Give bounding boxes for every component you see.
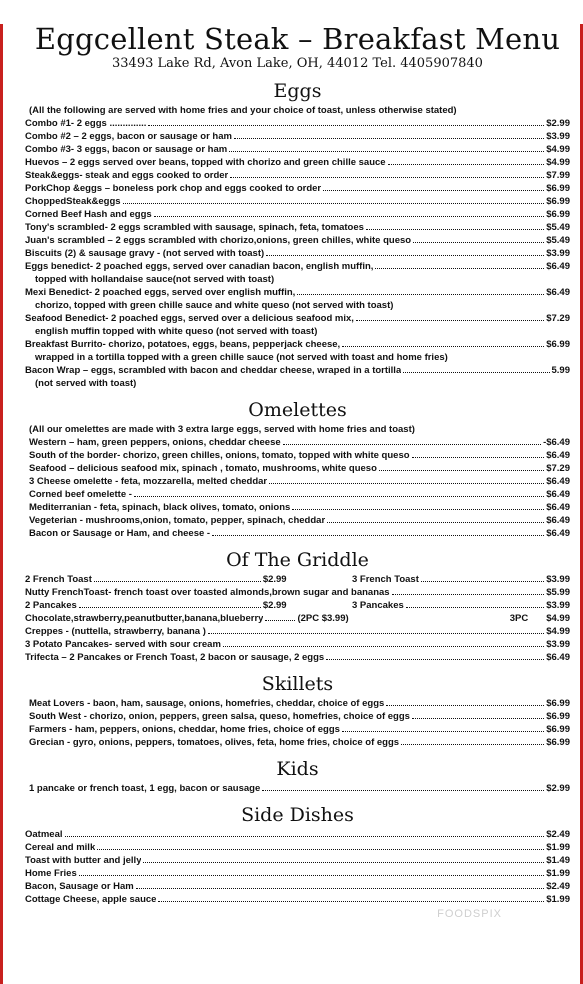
item-price: $6.49	[546, 261, 570, 272]
sides-list	[25, 828, 570, 906]
item-name: Corned beef omelette -	[29, 489, 132, 500]
menu-item	[25, 156, 570, 169]
item-price: $1.99	[546, 842, 570, 853]
section-title-eggs: Eggs	[273, 80, 322, 102]
menu-item	[25, 841, 570, 854]
menu-item	[25, 586, 570, 599]
menu-item	[29, 697, 570, 710]
leader-dots	[342, 731, 544, 732]
item-name: Trifecta – 2 Pancakes or French Toast, 2 bacon or sausage, 2 eggs	[25, 652, 325, 663]
leader-dots	[269, 483, 544, 484]
menu-item	[25, 234, 570, 247]
leader-dots	[262, 790, 544, 791]
leader-dots	[143, 862, 544, 863]
item-name: Steak&eggs- steak and eggs cooked to order	[25, 170, 229, 181]
item-price: $6.49	[546, 652, 570, 663]
leader-dots	[154, 216, 545, 217]
menu-item	[29, 514, 570, 527]
item-name: Grecian - gyro, onions, peppers, tomatoes, olives, feta, home fries, choice of eggs	[29, 737, 400, 748]
menu-item	[25, 312, 570, 325]
item-label-3pc: 3PC	[509, 613, 529, 624]
menu-item	[25, 880, 570, 893]
item-price: $2.99	[262, 574, 287, 585]
item-name: Bacon, Sausage or Ham	[25, 881, 134, 892]
item-name: Creppes - (nuttella, strawberry, banana )	[25, 626, 206, 637]
item-name: Meat Lovers - baon, ham, sausage, onions, homefries, cheddar, choice of eggs	[29, 698, 385, 709]
item-name: 3 Cheese omelette - feta, mozzarella, melted cheddar	[29, 476, 268, 487]
item-name: 1 pancake or french toast, 1 egg, bacon or sausage	[29, 783, 261, 794]
item-price: $5.49	[546, 222, 570, 233]
menu-item	[29, 488, 570, 501]
item-price: $5.49	[546, 235, 570, 246]
menu-item	[25, 143, 570, 156]
leader-dots	[229, 151, 544, 152]
item-name: 3 Potato Pancakes- served with sour cream	[25, 639, 221, 650]
item-name: Nutty FrenchToast- french toast over toasted almonds,brown sugar and bananas	[25, 587, 390, 598]
leader-dots	[388, 164, 545, 165]
item-price-2pc: (2PC $3.99)	[297, 613, 349, 624]
menu-item-pair	[25, 599, 570, 612]
leader-dots	[212, 535, 544, 536]
menu-item	[25, 338, 570, 351]
leader-dots	[97, 849, 544, 850]
menu-item	[25, 182, 570, 195]
item-price: $5.99	[546, 587, 570, 598]
omelettes-note: (All our omelettes are made with 3 extra large eggs, served with home fries and toast)	[29, 424, 415, 435]
item-name: South West - chorizo, onion, peppers, green salsa, queso, homefries, choice of eggs	[29, 711, 410, 722]
menu-item	[29, 782, 570, 795]
item-price: $6.49	[546, 528, 570, 539]
item-price: $2.99	[262, 600, 287, 611]
restaurant-address: 33493 Lake Rd, Avon Lake, OH, 44012 Tel. 4405907840	[112, 56, 483, 71]
item-description: english muffin topped with white queso (not served with toast)	[35, 326, 318, 337]
leader-dots	[208, 633, 544, 634]
item-price: $6.99	[546, 711, 570, 722]
item-name: Bacon Wrap – eggs, scrambled with bacon and cheddar cheese, wraped in a tortilla	[25, 365, 402, 376]
leader-dots	[136, 888, 544, 889]
menu-item	[25, 208, 570, 221]
menu-item	[29, 501, 570, 514]
item-price: $3.99	[546, 248, 570, 259]
leader-dots	[392, 594, 545, 595]
leader-dots	[406, 607, 544, 608]
item-price: $2.99	[546, 118, 570, 129]
item-price: 5.99	[551, 365, 570, 376]
item-name: Western – ham, green peppers, onions, cheddar cheese	[29, 437, 281, 448]
menu-item	[352, 573, 570, 586]
griddle-list-b	[25, 625, 570, 664]
menu-item	[25, 867, 570, 880]
item-name: Huevos – 2 eggs served over beans, topped with chorizo and green chille sauce	[25, 157, 386, 168]
item-price: $2.49	[546, 881, 570, 892]
item-price: $3.99	[546, 131, 570, 142]
menu-item	[25, 117, 570, 130]
item-name: 2 French Toast	[25, 574, 92, 585]
menu-title: Eggcellent Steak – Breakfast Menu	[34, 22, 561, 56]
item-price: $1.99	[546, 868, 570, 879]
leader-dots	[65, 836, 545, 837]
item-price: $6.99	[546, 196, 570, 207]
item-price: $6.99	[546, 698, 570, 709]
item-name: Juan's scrambled – 2 eggs scrambled with chorizo,onions, green chilles, white queso	[25, 235, 412, 246]
item-name: Farmers - ham, peppers, onions, cheddar, home fries, choice of eggs	[29, 724, 340, 735]
menu-item	[29, 736, 570, 749]
item-name: Toast with butter and jelly	[25, 855, 142, 866]
item-price: $7.29	[546, 463, 570, 474]
leader-dots	[134, 496, 544, 497]
leader-dots	[283, 444, 541, 445]
item-price: $6.99	[546, 209, 570, 220]
leader-dots	[79, 875, 544, 876]
item-price: $3.99	[546, 600, 570, 611]
menu-item	[25, 364, 570, 377]
kids-list	[25, 782, 570, 795]
item-price: $7.99	[546, 170, 570, 181]
item-name: Biscuits (2) & sausage gravy - (not served with toast)	[25, 248, 265, 259]
item-name: PorkChop &eggs – boneless pork chop and eggs cooked to order	[25, 183, 322, 194]
item-name: Combo #3- 3 eggs, bacon or sausage or ham	[25, 144, 228, 155]
item-description: chorizo, topped with green chille sauce and white queso (not served with toast)	[35, 300, 394, 311]
section-title-sides: Side Dishes	[241, 804, 354, 826]
menu-item	[29, 436, 570, 449]
leader-dots	[123, 203, 545, 204]
skillets-list	[25, 697, 570, 749]
item-price: $4.99	[546, 613, 570, 624]
item-price: $6.49	[546, 502, 570, 513]
item-name: Eggs benedict- 2 poached eggs, served over canadian bacon, english muffin,	[25, 261, 374, 272]
item-name: ChoppedSteak&eggs	[25, 196, 121, 207]
item-description: wrapped in a tortilla topped with a green chille sauce (not served with toast and home fries)	[35, 352, 448, 363]
menu-item	[29, 723, 570, 736]
item-price: $2.99	[546, 783, 570, 794]
item-name: Bacon or Sausage or Ham, and cheese -	[29, 528, 211, 539]
leader-dots	[266, 255, 544, 256]
leader-dots	[375, 268, 544, 269]
item-name: Cereal and milk	[25, 842, 96, 853]
menu-item	[29, 710, 570, 723]
menu-item	[25, 573, 287, 586]
leader-dots	[230, 177, 544, 178]
leader-dots	[356, 320, 544, 321]
item-name: Vegeterian - mushrooms,onion, tomato, pepper, spinach, cheddar	[29, 515, 326, 526]
menu-item	[25, 638, 570, 651]
item-price: $6.99	[546, 724, 570, 735]
menu-item	[25, 828, 570, 841]
menu-page	[0, 24, 583, 984]
item-name: Corned Beef Hash and eggs	[25, 209, 152, 220]
leader-dots	[379, 470, 544, 471]
item-name: Combo #1- 2 eggs ..............	[25, 118, 147, 129]
leader-dots	[323, 190, 544, 191]
menu-item	[29, 462, 570, 475]
section-title-skillets: Skillets	[261, 673, 334, 695]
item-name: Oatmeal	[25, 829, 63, 840]
item-price: $6.99	[546, 737, 570, 748]
menu-item	[25, 221, 570, 234]
item-price: $1.49	[546, 855, 570, 866]
item-name: Breakfast Burrito- chorizo, potatoes, eggs, beans, pepperjack cheese,	[25, 339, 341, 350]
menu-item	[29, 527, 570, 540]
menu-item	[25, 195, 570, 208]
item-name: Tony's scrambled- 2 eggs scrambled with sausage, spinach, feta, tomatoes	[25, 222, 364, 233]
item-description: topped with hollandaise sauce(not served with toast)	[35, 274, 275, 285]
item-name: Home Fries	[25, 868, 77, 879]
menu-item	[25, 625, 570, 638]
item-name: Combo #2 – 2 eggs, bacon or sausage or ham	[25, 131, 232, 142]
leader-dots	[401, 744, 544, 745]
item-name: Seafood Benedict- 2 poached eggs, served over a delicious seafood mix,	[25, 313, 354, 324]
leader-dots	[79, 607, 261, 608]
leader-dots	[366, 229, 544, 230]
leader-dots	[158, 901, 544, 902]
menu-item	[29, 475, 570, 488]
menu-item	[25, 651, 570, 664]
leader-dots	[413, 242, 544, 243]
leader-dots	[412, 457, 545, 458]
leader-dots	[223, 646, 544, 647]
leader-dots	[234, 138, 544, 139]
menu-item	[25, 130, 570, 143]
item-price: $6.49	[546, 476, 570, 487]
leader-dots	[342, 346, 544, 347]
item-name: South of the border- chorizo, green chilles, onions, tomato, topped with white queso	[29, 450, 410, 461]
item-price: $6.99	[546, 339, 570, 350]
leader-dots	[326, 659, 544, 660]
menu-item	[25, 169, 570, 182]
leader-dots	[265, 620, 295, 621]
item-description: (not served with toast)	[35, 378, 137, 389]
menu-item	[25, 854, 570, 867]
item-price: $6.49	[546, 489, 570, 500]
leader-dots	[421, 581, 544, 582]
item-name: 3 French Toast	[352, 574, 419, 585]
item-price: $1.99	[546, 894, 570, 905]
item-name: Chocolate,strawberry,peanutbutter,banana,blueberry	[25, 613, 264, 624]
menu-item	[29, 449, 570, 462]
section-title-griddle: Of The Griddle	[226, 549, 369, 571]
section-title-omelettes: Omelettes	[248, 399, 347, 421]
item-price: $2.49	[546, 829, 570, 840]
eggs-note: (All the following are served with home fries and your choice of toast, unless otherwise stated)	[29, 105, 457, 116]
item-name: Seafood – delicious seafood mix, spinach , tomato, mushrooms, white queso	[29, 463, 377, 474]
item-price: $7.29	[546, 313, 570, 324]
leader-dots	[292, 509, 544, 510]
leader-dots	[327, 522, 544, 523]
leader-dots	[403, 372, 549, 373]
item-price: $6.49	[546, 450, 570, 461]
menu-item	[25, 599, 287, 612]
menu-item	[25, 286, 570, 299]
leader-dots	[386, 705, 544, 706]
item-price: $3.99	[546, 639, 570, 650]
leader-dots	[94, 581, 261, 582]
item-name: Mediterranian - feta, spinach, black olives, tomato, onions	[29, 502, 291, 513]
eggs-list	[25, 117, 570, 390]
section-title-kids: Kids	[276, 758, 319, 780]
menu-item	[25, 247, 570, 260]
item-price: $4.99	[546, 626, 570, 637]
leader-dots	[148, 125, 544, 126]
griddle-list	[25, 573, 570, 625]
menu-item	[25, 260, 570, 273]
item-name: Cottage Cheese, apple sauce	[25, 894, 157, 905]
item-price: $3.99	[546, 574, 570, 585]
watermark: FOODSPIX	[437, 908, 502, 920]
item-name: 2 Pancakes	[25, 600, 77, 611]
menu-item-pair	[25, 573, 570, 586]
item-name: Mexi Benedict- 2 poached eggs, served over english muffin,	[25, 287, 296, 298]
item-price: $6.49	[546, 515, 570, 526]
item-price: $4.99	[546, 144, 570, 155]
leader-dots	[297, 294, 544, 295]
item-price: -$6.49	[543, 437, 570, 448]
leader-dots	[412, 718, 544, 719]
menu-item	[25, 893, 570, 906]
item-price: $6.49	[546, 287, 570, 298]
item-price: $6.99	[546, 183, 570, 194]
item-price: $4.99	[546, 157, 570, 168]
menu-item	[352, 599, 570, 612]
menu-item	[25, 612, 570, 625]
item-name: 3 Pancakes	[352, 600, 404, 611]
omelettes-list	[25, 436, 570, 540]
